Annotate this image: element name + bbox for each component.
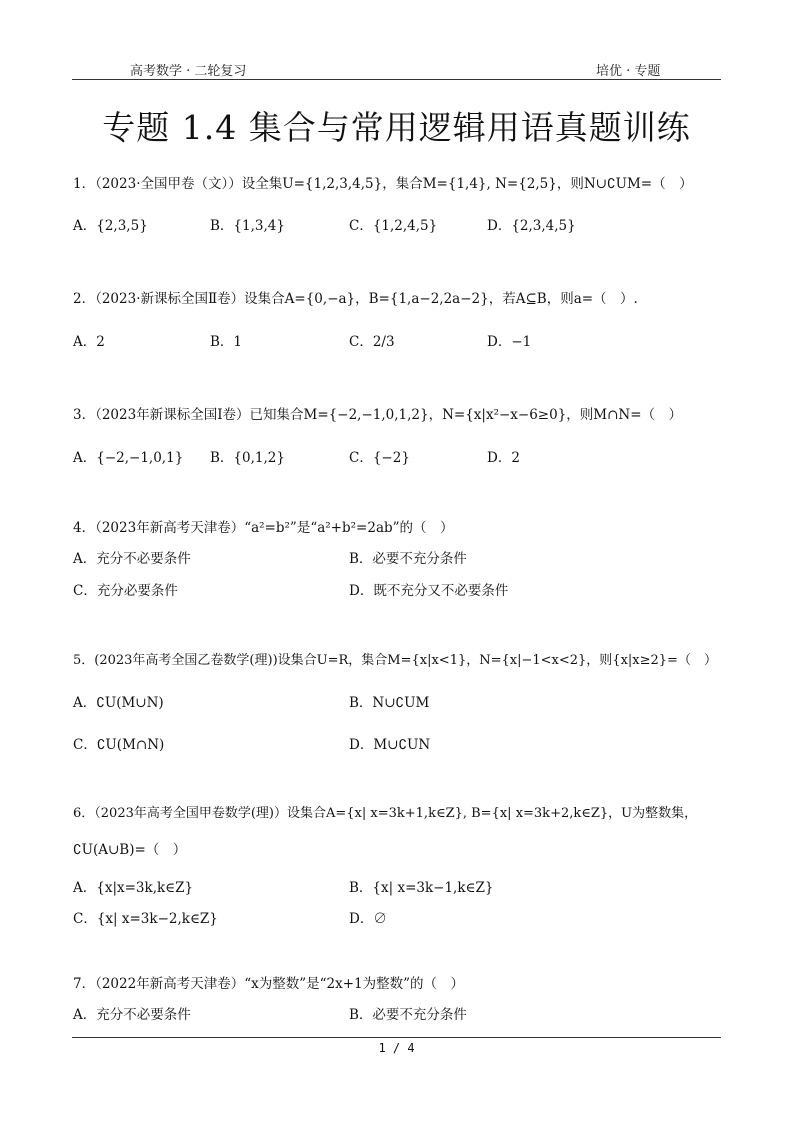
question-5-option-c[interactable]: C．∁U(M∩N) bbox=[73, 737, 165, 753]
question-3-option-a[interactable]: A．{−2,−1,0,1} bbox=[73, 450, 184, 466]
question-1-option-d[interactable]: D．{2,3,4,5} bbox=[487, 218, 576, 234]
question-2-option-a[interactable]: A．2 bbox=[73, 334, 105, 350]
question-2-stem: 2．（2023·新课标全国Ⅱ卷）设集合A={0,−a}，B={1,a−2,2a−2}，若A⊆B，则a=（ ）. bbox=[73, 291, 638, 307]
question-3-stem: 3．（2023年新课标全国Ⅰ卷）已知集合M={−2,−1,0,1,2}，N={x|x²−x−6≥0}，则M∩N=（ ） bbox=[73, 407, 683, 423]
question-7-stem: 7．（2022年新高考天津卷）“x为整数”是“2x+1为整数”的（ ） bbox=[73, 976, 465, 992]
header-right-text: 培优 · 专题 bbox=[596, 64, 661, 79]
question-6-option-d[interactable]: D．∅ bbox=[349, 911, 387, 927]
question-7-option-a[interactable]: A．充分不必要条件 bbox=[73, 1007, 191, 1023]
question-4-option-c[interactable]: C．充分必要条件 bbox=[73, 583, 178, 599]
question-1-option-c[interactable]: C．{1,2,4,5} bbox=[349, 218, 438, 234]
question-2-option-c[interactable]: C．2/3 bbox=[349, 334, 395, 350]
question-3-option-d[interactable]: D．2 bbox=[487, 450, 520, 466]
question-3-option-c[interactable]: C．{−2} bbox=[349, 450, 410, 466]
question-2-option-d[interactable]: D．−1 bbox=[487, 334, 532, 350]
question-7-option-b[interactable]: B．必要不充分条件 bbox=[349, 1007, 467, 1023]
footer-rule bbox=[72, 1037, 721, 1038]
header-rule bbox=[72, 79, 721, 80]
question-1-stem: 1．（2023·全国甲卷（文））设全集U={1,2,3,4,5}，集合M={1,4}, N={2,5}，则N∪∁UM=（ ） bbox=[73, 176, 693, 192]
question-5-option-b[interactable]: B．N∪∁UM bbox=[349, 695, 430, 711]
question-1-option-a[interactable]: A．{2,3,5} bbox=[73, 218, 148, 234]
question-6-option-a[interactable]: A．{x|x=3k,k∈Z} bbox=[73, 880, 194, 896]
question-4-option-a[interactable]: A．充分不必要条件 bbox=[73, 551, 191, 567]
question-3-option-b[interactable]: B．{0,1,2} bbox=[210, 450, 285, 466]
question-5-option-d[interactable]: D．M∪∁UN bbox=[349, 737, 431, 753]
question-4-stem: 4．（2023年新高考天津卷）“a²=b²”是“a²+b²=2ab”的（ ） bbox=[73, 520, 454, 536]
question-6-option-b[interactable]: B．{x| x=3k−1,k∈Z} bbox=[349, 880, 494, 896]
question-6-option-c[interactable]: C．{x| x=3k−2,k∈Z} bbox=[73, 911, 218, 927]
header-left-text: 高考数学 · 二轮复习 bbox=[130, 64, 247, 79]
question-4-option-b[interactable]: B．必要不充分条件 bbox=[349, 551, 467, 567]
page-title: 专题 1.4 集合与常用逻辑用语真题训练 bbox=[102, 108, 691, 147]
page-number: 1 / 4 bbox=[378, 1041, 415, 1055]
question-2-option-b[interactable]: B．1 bbox=[210, 334, 243, 350]
question-1-option-b[interactable]: B．{1,3,4} bbox=[210, 218, 285, 234]
question-5-option-a[interactable]: A．∁U(M∪N) bbox=[73, 695, 164, 711]
question-5-stem: 5．(2023年高考全国乙卷数学(理))设集合U=R，集合M={x|x<1}，N={x|−1<x<2}，则{x|x≥2}=（ ） bbox=[73, 653, 717, 668]
question-6-stem: 6．（2023年高考全国甲卷数学(理)）设集合A={x| x=3k+1,k∈Z}, B={x| x=3k+2,k∈Z}，U为整数集， bbox=[73, 806, 698, 821]
question-4-option-d[interactable]: D．既不充分又不必要条件 bbox=[349, 583, 509, 599]
question-6-stem-line2: ∁U(A∪B)=（ ） bbox=[73, 842, 187, 858]
